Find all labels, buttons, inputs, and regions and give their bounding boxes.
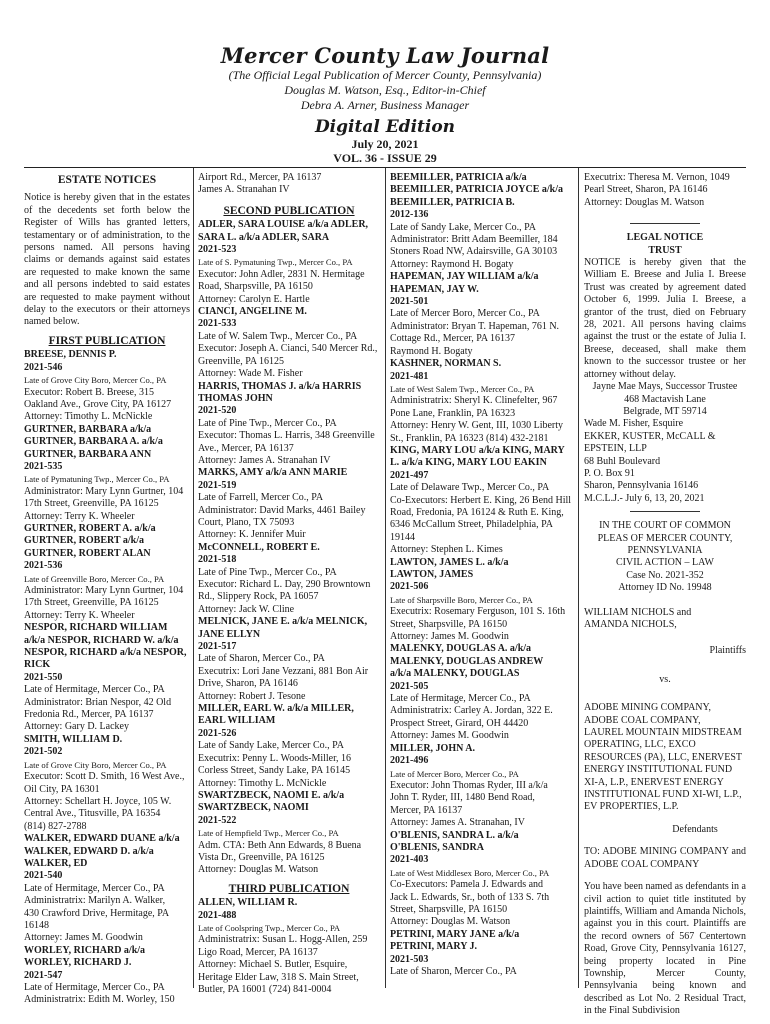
entry-text-line: Administrator: Mary Lynn Gurtner, 104 (24, 485, 184, 497)
entry-text-line: Late of Hempfield Twp., Mercer Co., PA (198, 828, 339, 839)
attorney-block (584, 418, 746, 505)
entry-text-line: Rd., Slippery Rock, PA 16057 (198, 591, 319, 603)
entry-text-line: 16148 (24, 919, 49, 931)
entry-text-line: Heritage Elder Law, 318 S. Main Street, (198, 971, 359, 983)
continued-entry (198, 172, 380, 197)
entry-text-line: Mercer, PA 16137 (390, 804, 463, 816)
entry-heading-line: 2021-520 (198, 405, 237, 417)
entry-text-line: Attorney: James A. Stranahan, IV (390, 817, 525, 829)
entry-text-line: Attorney: James A. Stranahan IV (198, 454, 331, 466)
second-publication-heading: SECOND PUBLICATION (223, 204, 355, 217)
entry-text-line: Attorney: Henry W. Gent, III, 1030 Liberty (390, 420, 564, 432)
complaint-text: You have been named as defendants in a civil action to quiet title instituted by plaintiffs, William and Amanda Nichols, against you in this court. Plaintiffs are the record owners of 567 Centertown Road, Grove City, Pennsylvania 16127, being property located in Pine Township, Mercer County, Pennsylvania being known and described as Lot No. 2 Residual Tract, in the Final Subdivision (584, 881, 746, 1017)
entry-heading-line: THOMAS JOHN (198, 392, 273, 404)
entry-heading-line: 2021-526 (198, 727, 237, 739)
section-rule (630, 511, 700, 512)
entry-text-line: Attorney: James M. Goodwin (390, 631, 509, 643)
journal-subtitle: (The Official Legal Publication of Mercer County, Pennsylvania) (228, 68, 542, 82)
entry-text-line: ADOBE MINING COMPANY, (584, 702, 711, 714)
entry-text-line: Late of Pine Twp., Mercer Co., PA (198, 417, 337, 429)
entry-text-line: Attorney: Raymond H. Bogaty (390, 258, 514, 270)
entry-heading-line: WALKER, EDWARD DUANE a/k/a (24, 833, 180, 845)
entry-text-line: Adm. CTA: Beth Ann Edwards, 8 Buena (198, 839, 362, 851)
entry-heading-line: 2021-550 (24, 671, 63, 683)
entry-heading-line: LAWTON, JAMES L. a/k/a (390, 556, 509, 568)
entry-text-line: Late of Sharon, Mercer Co., PA (198, 653, 325, 665)
entry-heading-line: BEEMILLER, PATRICIA B. (390, 196, 515, 208)
entry-text-line: Drive, Sharon, PA 16146 (198, 678, 298, 690)
entry-text-line: Late of Sharon, Mercer Co., PA (390, 966, 517, 977)
journal-title: Mercer County Law Journal (220, 43, 550, 68)
entry-heading-line: NESPOR, RICHARD WILLIAM (24, 622, 168, 634)
entry-text-line: Attorney: Robert J. Tesone (198, 690, 306, 702)
entry-text-line: Raymond H. Bogaty (390, 345, 473, 357)
entry-heading-line: GURTNER, ROBERT ALAN (24, 547, 151, 559)
entry-text-line: Attorney: Timothy L. McNickle (198, 777, 327, 789)
entry-text-line: Executrix: Lori Jane Vezzani, 881 Bon Air (198, 665, 369, 677)
entry-text-line: Oakland Ave., Grove City, PA 16127 (24, 398, 172, 410)
entry-text-line: LAUREL MOUNTAIN MIDSTREAM (584, 727, 742, 739)
entry-text-line: Attorney: Wade M. Fisher (198, 368, 303, 380)
entry-text-line: Ave., Mercer, PA 16137 (198, 442, 294, 454)
column-2 (198, 172, 380, 996)
court-caption (584, 520, 746, 594)
entry-heading-line: SMITH, WILLIAM D. (24, 733, 123, 745)
entry-text-line: Greenville, PA 16125 (198, 355, 285, 367)
second-publication-entries (198, 219, 380, 877)
entry-heading-line: 2021-522 (198, 814, 237, 826)
entry-text-line: PLEAS OF MERCER COUNTY, (597, 532, 733, 544)
entry-text-line: Late of Hermitage, Mercer Co., PA (24, 982, 165, 993)
masthead (0, 44, 770, 165)
entry-text-line: 17th Street, Greenville, PA 16125 (24, 597, 159, 609)
entry-text-line: St., Franklin, PA 16323 (814) 432-2181 (390, 432, 549, 444)
entry-text-line: ADOBE COAL COMPANY, (584, 714, 701, 726)
entry-text-line: Street, Sharpsville, PA 16150 (390, 618, 508, 630)
entry-text-line: Executrix: Rosemary Ferguson, 101 S. 16th (390, 606, 566, 618)
entry-heading-line: WORLEY, RICHARD a/k/a (24, 944, 146, 956)
entry-text-line: Late of Hermitage, Mercer Co., PA (24, 684, 165, 696)
third-publication-entries (198, 897, 380, 996)
entry-text-line: Attorney: Timothy L. McNickle (24, 411, 153, 423)
entry-text-line: Attorney: Terry K. Wheeler (24, 609, 135, 621)
versus-label: vs. (659, 673, 671, 685)
column-1 (24, 172, 190, 1007)
entry-heading-line: GURTNER, ROBERT a/k/a (24, 535, 144, 547)
entry-heading-line: ALLEN, WILLIAM R. (198, 897, 298, 909)
defendant-names (584, 702, 746, 814)
entry-heading-line: 2021-547 (24, 969, 63, 981)
entry-text-line: Late of Hermitage, Mercer Co., PA (390, 693, 531, 705)
entry-text-line: Attorney: Douglas M. Watson (584, 196, 705, 208)
defendants-label: Defendants (672, 823, 718, 835)
entry-text-line: Late of Sandy Lake, Mercer Co., PA (390, 221, 536, 233)
entry-text-line: Co-Executors: Herbert E. King, 26 Bend Hill (390, 494, 572, 506)
entry-text-line: James A. Stranahan IV (198, 184, 290, 196)
entry-text-line: 17th Street, Greenville, PA 16125 (24, 498, 159, 510)
plaintiff-names (584, 607, 746, 632)
entry-text-line: Road, Sharpsville, PA 16150 (198, 281, 313, 293)
entry-text-line: Attorney: Michael S. Butler, Esquire, (198, 959, 348, 971)
entry-heading-line: KING, MARY LOU a/k/a KING, MARY (390, 444, 565, 456)
entry-text-line: AMANDA NICHOLS, (584, 619, 677, 630)
entry-text-line: Vista Dr., Greenville, PA 16125 (198, 851, 325, 863)
entry-heading-line: ADLER, SARA LOUISE a/k/a ADLER, (198, 219, 369, 231)
trustee-block (584, 381, 746, 418)
entry-text-line: Attorney ID No. 19948 (618, 582, 712, 594)
entry-heading-line: WALKER, EDWARD D. a/k/a (24, 845, 154, 857)
entry-heading-line: MILLER, JOHN A. (390, 742, 476, 754)
entry-text-line: Attorney: Schellart H. Joyce, 105 W. (24, 795, 172, 807)
entry-text-line: Oil City, PA 16301 (24, 783, 100, 795)
entry-text-line: 19144 (390, 531, 415, 543)
entry-heading-line: 2021-535 (24, 460, 63, 472)
third-publication-entries-continued (390, 172, 572, 978)
entry-text-line: Butler, PA 16001 (724) 841-0004 (198, 984, 332, 995)
entry-text-line: Fredonia Rd., Mercer, PA 16137 (24, 709, 154, 721)
entry-text-line: Late of Pine Twp., Mercer Co., PA (198, 566, 337, 578)
entry-text-line: Late of Farrell, Mercer Co., PA (198, 492, 324, 504)
entry-text-line: Late of Grove City Boro, Mercer Co., PA (24, 375, 167, 386)
entry-text-line: IN THE COURT OF COMMON (599, 520, 731, 532)
entry-heading-line: HAPEMAN, JAY WILLIAM a/k/a (390, 271, 539, 283)
entry-heading-line: GURTNER, BARBARA A. a/k/a (24, 436, 163, 448)
entry-text-line: Late of S. Pymatuning Twp., Mercer Co., PA (198, 257, 353, 268)
entry-heading-line: RICK (24, 659, 51, 671)
column-divider (385, 168, 386, 988)
entry-text-line: Airport Rd., Mercer, PA 16137 (198, 172, 322, 183)
entry-text-line: Late of West Salem Twp., Mercer Co., PA (390, 383, 535, 394)
entry-text-line: Administrator: Britt Adam Beemiller, 184 (390, 234, 558, 246)
entry-heading-line: GURTNER, BARBARA ANN (24, 448, 152, 460)
entry-text-line: Executor: Joseph A. Cianci, 540 Mercer Rd., (198, 343, 378, 355)
entry-heading-line: MILLER, EARL W. a/k/a MILLER, (198, 703, 354, 715)
entry-text-line: Late of Greenville Boro, Mercer Co., PA (24, 573, 165, 584)
estate-notices-intro: Notice is hereby given that in the estates of the decedents set forth below the Register of Wills has granted letters, testamentary or of administration, to the persons named. All persons having claims or demands against said estates are requested to make known the same and all persons indebted to said estates are requested to make payment without delay to the executors or their attorneys named below. (24, 192, 190, 328)
entry-text-line: Ligo Road, Mercer, PA 16137 (198, 946, 318, 958)
entry-text-line: Executor: Scott D. Smith, 16 West Ave., (24, 771, 185, 783)
entry-text-line: Attorney: Douglas M. Watson (198, 864, 319, 876)
entry-heading-line: 2021-481 (390, 370, 429, 382)
entry-text-line: Executor: John Thomas Ryder, III a/k/a (390, 779, 548, 791)
entry-text-line: Administratrix: Marilyn A. Walker, (24, 895, 166, 907)
entry-heading-line: 2021-523 (198, 244, 237, 256)
entry-text-line: Executor: John Adler, 2831 N. Hermitage (198, 268, 365, 280)
entry-text-line: Administrator: David Marks, 4461 Bailey (198, 504, 366, 516)
entry-text-line: Administratrix: Sheryl K. Clinefelter, 967 (390, 395, 558, 407)
entry-heading-line: WALKER, ED (24, 857, 88, 869)
entry-text-line: EKKER, KUSTER, McCALL & (584, 430, 716, 442)
entry-text-line: CIVIL ACTION – LAW (616, 557, 714, 569)
edition-label: Digital Edition (314, 117, 456, 137)
entry-text-line: PENNSYLVANIA (627, 544, 703, 556)
issue-date: July 20, 2021 (351, 137, 419, 151)
entry-text-line: Attorney: Carolyn E. Hartle (198, 293, 310, 305)
entry-text-line: Attorney: Douglas M. Watson (390, 916, 511, 928)
entry-text-line: Sharon, Pennsylvania 16146 (584, 480, 699, 492)
entry-heading-line: 2021-536 (24, 560, 63, 572)
entry-heading-line: McCONNELL, ROBERT E. (198, 541, 320, 553)
entry-heading-line: 2012-136 (390, 209, 429, 221)
entry-text-line: M.C.L.J.- July 6, 13, 20, 2021 (584, 492, 705, 504)
entry-heading-line: 2021-519 (198, 479, 237, 491)
trust-heading: TRUST (648, 244, 682, 256)
entry-heading-line: GURTNER, BARBARA a/k/a (24, 423, 152, 435)
entry-text-line: Attorney: Jack W. Cline (198, 603, 295, 615)
entry-text-line: Late of Grove City Boro, Mercer Co., PA (24, 759, 167, 770)
entry-heading-line: NESPOR, RICHARD a/k/a NESPOR, (24, 647, 187, 659)
entry-text-line: Belgrade, MT 59714 (623, 405, 707, 417)
entry-heading-line: SWARTZBECK, NAOMI (198, 802, 309, 814)
entry-heading-line: 2021-501 (390, 296, 429, 308)
entry-text-line: Cottage Rd., Mercer, PA 16137 (390, 333, 516, 345)
entry-text-line: Late of Sandy Lake, Mercer Co., PA (198, 740, 344, 752)
entry-text-line: Road, Fredonia, PA 16124 & Ruth E. King, (390, 506, 564, 518)
entry-heading-line: 2021-488 (198, 909, 237, 921)
entry-text-line: Late of West Middlesex Boro, Mercer Co., PA (390, 867, 550, 878)
entry-heading-line: MELNICK, JANE E. a/k/a MELNICK, (198, 616, 368, 628)
entry-text-line: XI-A, L.P., ENERVEST ENERGY (584, 776, 724, 788)
entry-text-line: Executor: Thomas L. Harris, 348 Greenville (198, 430, 375, 442)
entry-text-line: 430 Crawford Drive, Hermitage, PA (24, 907, 170, 919)
entry-text-line: Pearl Street, Sharon, PA 16146 (584, 184, 708, 196)
entry-heading-line: 2021-497 (390, 469, 429, 481)
issue-volume: VOL. 36 - ISSUE 29 (333, 151, 437, 165)
entry-text-line: Wade M. Fisher, Esquire (584, 418, 684, 430)
entry-heading-line: 2021-506 (390, 581, 429, 593)
entry-heading-line: 2021-533 (198, 318, 237, 330)
entry-heading-line: CIANCI, ANGELINE M. (198, 306, 307, 318)
entry-text-line: Corless Street, Sandy Lake, PA 16145 (198, 765, 351, 777)
entry-heading-line: 2021-496 (390, 755, 429, 767)
section-rule (630, 223, 700, 224)
entry-text-line: Attorney: James M. Goodwin (24, 932, 143, 944)
entry-text-line: Administratrix: Carley A. Jordan, 322 E. (390, 705, 553, 717)
entry-heading-line: a/k/a MALENKY, DOUGLAS (390, 668, 520, 680)
manager-line: Debra A. Arner, Business Manager (300, 98, 470, 112)
entry-heading-line: 2021-502 (24, 746, 63, 758)
editor-line: Douglas M. Watson, Esq., Editor-in-Chief (284, 83, 486, 97)
entry-text-line: Executor: Robert B. Breese, 315 (24, 386, 154, 398)
entry-heading-line: MALENKY, DOUGLAS A. a/k/a (390, 643, 532, 655)
entry-text-line: John T. Ryder, III, 1480 Bend Road, (390, 792, 535, 804)
continued-entry (584, 172, 746, 209)
entry-text-line: Late of Coolspring Twp., Mercer Co., PA (198, 922, 341, 933)
entry-heading-line: O'BLENIS, SANDRA (390, 841, 484, 853)
entry-text-line: Administrator: Brian Nespor, 42 Old (24, 696, 172, 708)
third-publication-heading: THIRD PUBLICATION (228, 882, 350, 895)
entry-text-line: Street, Sharpsville, PA 16150 (390, 903, 508, 915)
entry-heading-line: 2021-503 (390, 953, 429, 965)
entry-heading-line: GURTNER, ROBERT A. a/k/a (24, 522, 156, 534)
entry-text-line: Attorney: Stephen L. Kimes (390, 544, 503, 556)
entry-text-line: 6346 McCallum Street, Philadelphia, PA (390, 519, 553, 531)
entry-heading-line: MARKS, AMY a/k/a ANN MARIE (198, 467, 348, 479)
entry-text-line: Executrix: Theresa M. Vernon, 1049 (584, 172, 730, 183)
entry-text-line: Attorney: James M. Goodwin (390, 730, 509, 742)
entry-heading-line: PETRINI, MARY J. (390, 941, 478, 953)
entry-text-line: EV PROPERTIES, L.P. (584, 801, 679, 813)
entry-text-line: Late of Pymatuning Twp., Mercer Co., PA (24, 474, 170, 485)
first-publication-heading: FIRST PUBLICATION (48, 334, 166, 347)
column-3 (390, 172, 572, 978)
entry-text-line: RESOURCES (PA), LLC, ENERVEST (584, 751, 743, 763)
entry-text-line: Administrator: Mary Lynn Gurtner, 104 (24, 585, 184, 596)
plaintiffs-label: Plaintiffs (709, 645, 746, 657)
entry-text-line: Attorney: K. Jennifer Muir (198, 529, 306, 541)
entry-text-line: Late of Hermitage, Mercer Co., PA (24, 882, 165, 894)
entry-text-line: OPERATING, LLC, EXCO (584, 739, 696, 751)
entry-heading-line: PETRINI, MARY JANE a/k/a (390, 928, 520, 940)
entry-text-line: Administratrix: Susan L. Hogg-Allen, 259 (198, 934, 368, 946)
entry-heading-line: LAWTON, JAMES (390, 569, 474, 580)
entry-heading-line: 2021-546 (24, 361, 63, 373)
estate-notices-heading: ESTATE NOTICES (57, 174, 157, 186)
entry-heading-line: 2021-505 (390, 680, 429, 692)
entry-text-line: Late of Mercer Boro, Mercer Co., PA (390, 308, 540, 320)
entry-text-line: Stoners Road NW, Adairsville, GA 30103 (390, 246, 558, 258)
column-divider (578, 168, 579, 988)
entry-heading-line: 2021-517 (198, 641, 237, 653)
entry-heading-line: BREESE, DENNIS P. (24, 349, 117, 361)
entry-heading-line: SARA L. a/k/a ADLER, SARA (198, 231, 330, 243)
entry-heading-line: HARRIS, THOMAS J. a/k/a HARRIS (198, 380, 362, 392)
entry-text-line: INSTITUTIONAL FUND XI-WI, L.P., (584, 789, 742, 801)
entry-text-line: Late of Sharpsville Boro, Mercer Co., PA (390, 594, 533, 605)
entry-text-line: EPSTEIN, LLP (584, 443, 647, 455)
entry-text-line: Prospect Street, Girard, OH 44420 (390, 717, 529, 729)
entry-heading-line: 2021-403 (390, 854, 429, 866)
to-line: TO: ADOBE MINING COMPANY and ADOBE COAL COMPANY (584, 846, 746, 870)
entry-text-line: Administrator: Bryan T. Hapeman, 761 N. (390, 320, 560, 332)
entry-text-line: (814) 827-2788 (24, 820, 87, 832)
entry-text-line: Late of W. Salem Twp., Mercer Co., PA (198, 330, 358, 342)
entry-heading-line: EARL WILLIAM (198, 715, 276, 727)
entry-text-line: Co-Executors: Pamela J. Edwards and (390, 879, 544, 891)
entry-text-line: 68 Buhl Boulevard (584, 455, 661, 467)
entry-text-line: Administratrix: Edith M. Worley, 150 (24, 994, 175, 1006)
entry-heading-line: BEEMILLER, PATRICIA a/k/a (390, 172, 527, 183)
entry-text-line: Late of Delaware Twp., Mercer Co., PA (390, 482, 550, 494)
entry-text-line: P. O. Box 91 (584, 467, 635, 479)
entry-text-line: Pone Lane, Franklin, PA 16323 (390, 407, 516, 419)
entry-heading-line: SWARTZBECK, NAOMI E. a/k/a (198, 789, 345, 801)
column-4 (584, 172, 746, 1018)
trust-notice-text: NOTICE is hereby given that the William E. Breese and Julia I. Breese Trust was created by agreement dated October 6, 1999. Julia I. Breese, a grantor of the trust, died on February 28, 2021. All persons having claims against the trust or the estate of Julia I. Breese, deceased, shall make them known to the successor trustee or her attorney without delay. (584, 257, 746, 380)
entry-text-line: Case No. 2021-352 (626, 569, 704, 581)
entry-heading-line: L. a/k/a KING, MARY LOU EAKIN (390, 457, 547, 469)
entry-heading-line: JANE ELLYN (198, 628, 261, 640)
entry-heading-line: WORLEY, RICHARD J. (24, 957, 132, 969)
entry-heading-line: 2021-540 (24, 870, 63, 882)
entry-text-line: WILLIAM NICHOLS and (584, 606, 692, 618)
first-publication-entries (24, 349, 190, 1007)
entry-text-line: ENERGY INSTITUTIONAL FUND (584, 764, 733, 776)
entry-text-line: Jayne Mae Mays, Successor Trustee (592, 381, 738, 393)
entry-text-line: Jack L. Edwards, Sr., both of 133 S. 7th (390, 891, 550, 903)
entry-text-line: Executrix: Penny L. Woods-Miller, 16 (198, 752, 352, 764)
entry-heading-line: 2021-518 (198, 554, 237, 566)
entry-text-line: Attorney: Gary D. Lackey (24, 721, 129, 733)
entry-text-line: Late of Mercer Boro, Mercer Co., PA (390, 768, 519, 779)
entry-heading-line: a/k/a NESPOR, RICHARD W. a/k/a (24, 634, 179, 646)
entry-heading-line: HAPEMAN, JAY W. (390, 283, 479, 295)
legal-notice-heading: LEGAL NOTICE (626, 232, 704, 244)
entry-heading-line: KASHNER, NORMAN S. (390, 358, 502, 370)
entry-text-line: Court, Plano, TX 75093 (198, 516, 295, 528)
entry-text-line: 468 Mactavish Lane (624, 393, 706, 405)
entry-text-line: Central Ave., Titusville, PA 16354 (24, 808, 161, 820)
entry-text-line: Executor: Richard L. Day, 290 Browntown (198, 579, 371, 590)
entry-heading-line: BEEMILLER, PATRICIA JOYCE a/k/a (390, 184, 563, 196)
entry-text-line: Attorney: Terry K. Wheeler (24, 510, 135, 522)
column-divider (193, 168, 194, 988)
entry-heading-line: MALENKY, DOUGLAS ANDREW (390, 655, 544, 667)
entry-heading-line: O'BLENIS, SANDRA L. a/k/a (390, 829, 519, 841)
